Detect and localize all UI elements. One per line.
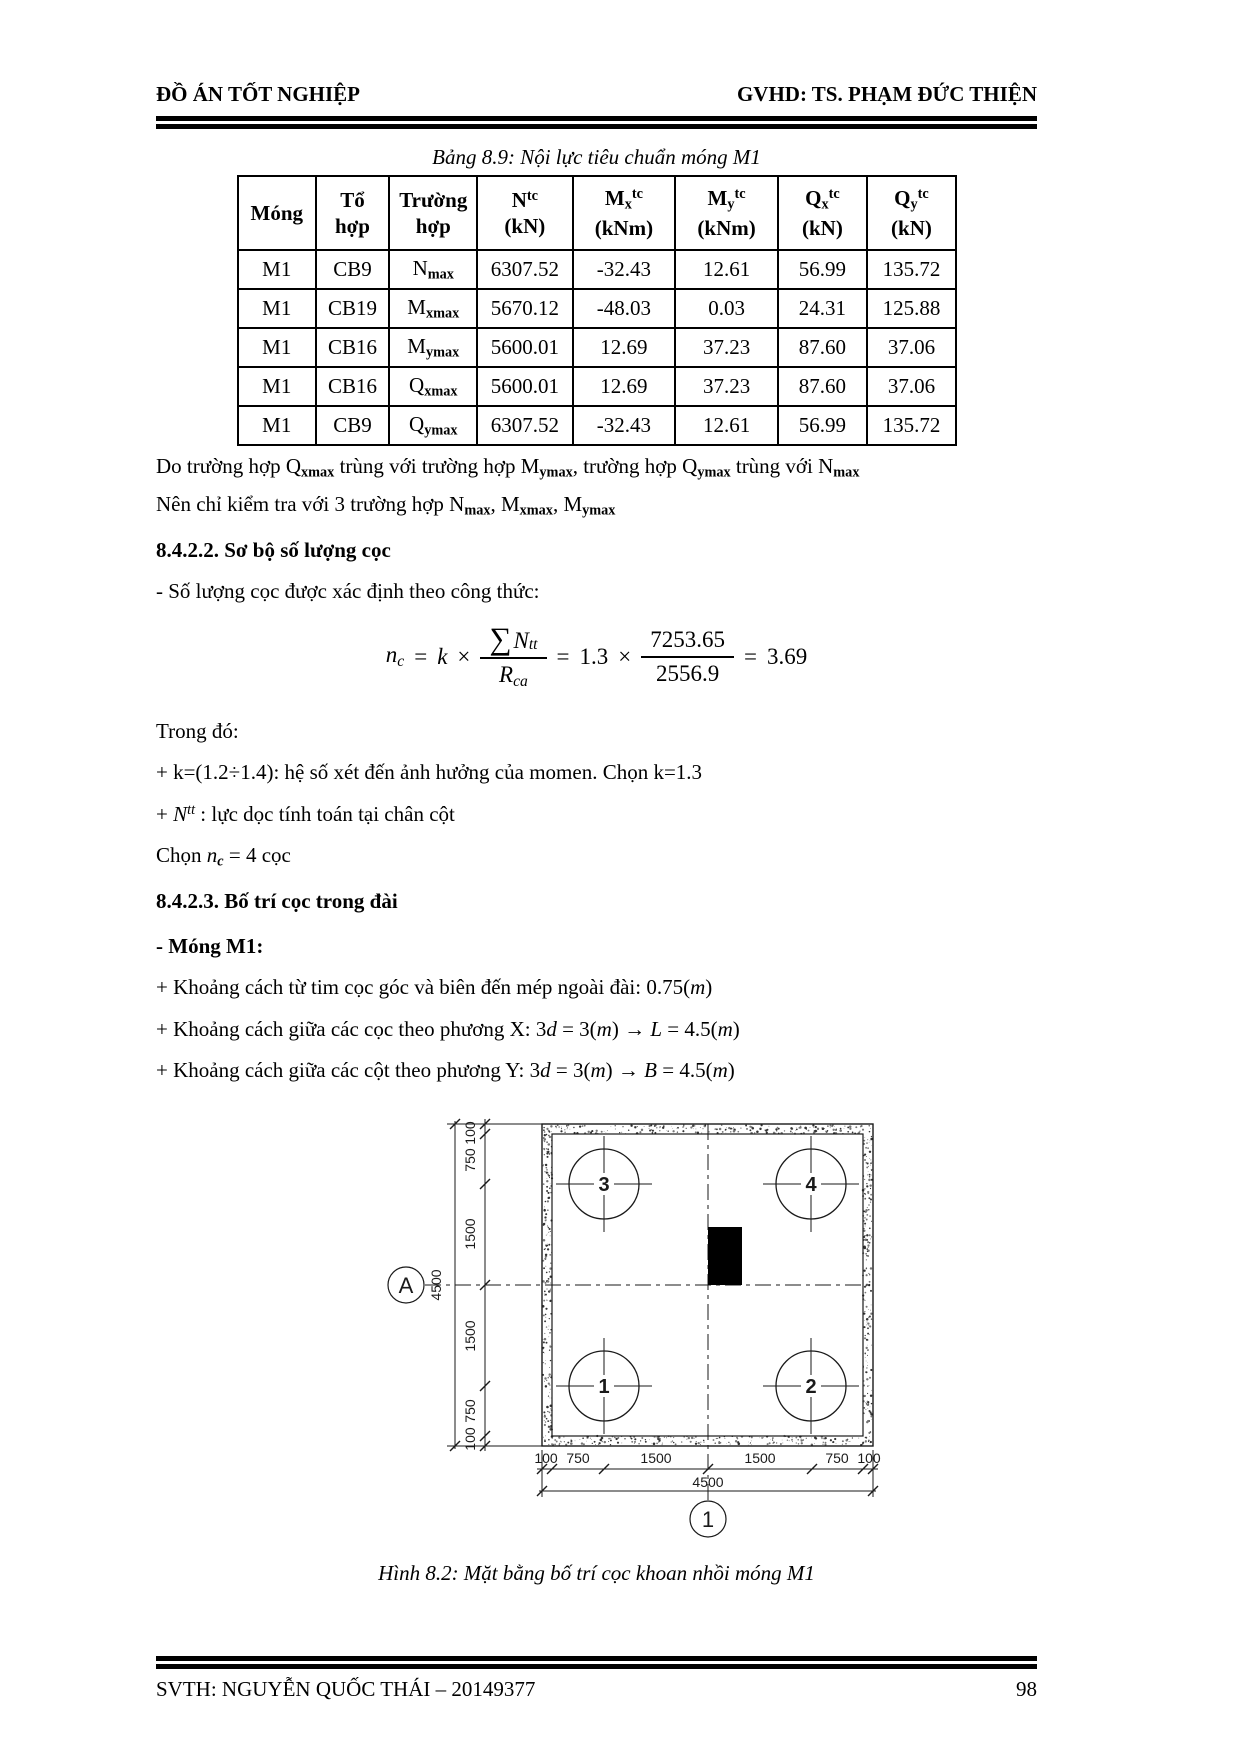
col-header-mxtc: $M_x^{tc}$ (kNm): [573, 176, 676, 250]
table-cell: 6307.52: [477, 406, 572, 445]
table-cell: 37.23: [675, 367, 778, 406]
dim-label: 750: [462, 1148, 478, 1172]
dim-total-left: 4500: [428, 1269, 444, 1301]
coefficient-value: 1.3: [579, 643, 609, 669]
pile-number-2: 2: [805, 1375, 817, 1398]
table-row: [238, 367, 956, 406]
dim-label: 100: [462, 1427, 478, 1451]
text-block-a: [156, 451, 1037, 522]
col-header-mytc: $M_y^{tc}$ (kNm): [675, 176, 778, 250]
dim-label: 1500: [462, 1320, 478, 1352]
table-cell: $M_{xmax}$: [389, 289, 477, 328]
table-cell: -32.43: [573, 250, 676, 289]
col-header-tohop: Tổ hợp: [316, 176, 390, 250]
table-cell: 5670.12: [477, 289, 572, 328]
page-number: 98: [1016, 1677, 1037, 1701]
table-cell: 24.31: [778, 289, 867, 328]
table-cell: 37.06: [867, 367, 956, 406]
numeric-fraction: $\frac{7253.65}{2556.9}$: [641, 626, 734, 688]
table-header-row: [238, 176, 956, 250]
figure-caption: Hình 8.2: Mặt bằng bố trí cọc khoan nhồi móng M1: [378, 1560, 815, 1585]
table-cell: 56.99: [778, 406, 867, 445]
row-axis-label: A: [398, 1272, 414, 1298]
dim-label: 100: [857, 1449, 881, 1466]
pile-number-4: 4: [805, 1173, 817, 1196]
text-block-b: [156, 716, 1037, 873]
table-cell: 0.03: [675, 289, 778, 328]
table-row: [238, 250, 956, 289]
table-cell: M1: [238, 328, 316, 367]
paragraph: + Khoảng cách từ tim cọc góc và biên đến mép ngoài đài: 0.75(m): [156, 975, 713, 1000]
paragraph: Do trường hợp $Q_{xmax}$ trùng với trường hợp $M_{ymax}$, trường hợp $Q_{ymax}$ trùng với $N_{max}$: [156, 454, 860, 481]
table-cell: 12.61: [675, 250, 778, 289]
paragraph: + Khoảng cách giữa các cột theo phương Y: 3d = 3(m) → B = 4.5(m): [156, 1058, 735, 1083]
formula-lhs: $n_c$: [385, 642, 405, 671]
times-sign: ×: [618, 643, 632, 669]
dim-label: 750: [566, 1449, 590, 1466]
footer-rule: [156, 1656, 1037, 1669]
equals-sign: =: [556, 643, 570, 669]
table-cell: 87.60: [778, 328, 867, 367]
equals-sign: =: [744, 643, 757, 669]
paragraph: Nên chỉ kiểm tra với 3 trường hợp $N_{max}$, $M_{xmax}$, $M_{ymax}$: [156, 491, 616, 519]
col-header-ntc: $N^{tc}$ (kN): [477, 176, 572, 250]
section-heading-8423: 8.4.2.3. Bố trí cọc trong đài: [156, 889, 398, 914]
table-cell: 125.88: [867, 289, 956, 328]
table-cell: 12.69: [573, 367, 676, 406]
table-cell: CB16: [316, 367, 390, 406]
table-cell: 12.69: [573, 328, 676, 367]
table-cell: $Q_{ymax}$: [389, 406, 477, 445]
table-cell: 37.06: [867, 328, 956, 367]
dim-label: 1500: [462, 1218, 478, 1250]
table-cell: 6307.52: [477, 250, 572, 289]
table-row: [238, 328, 956, 367]
table-row: [238, 289, 956, 328]
table-cell: CB9: [316, 250, 390, 289]
dim-label: 100: [462, 1121, 478, 1145]
col-header-qxtc: $Q_x^{tc}$ (kN): [778, 176, 867, 250]
table-cell: 56.99: [778, 250, 867, 289]
dim-label: 1500: [640, 1449, 672, 1466]
page-footer: [156, 1656, 1037, 1702]
coefficient-k: k: [437, 643, 448, 669]
table-cell: CB9: [316, 406, 390, 445]
column-section: [708, 1227, 742, 1285]
table-cell: $N_{max}$: [389, 250, 477, 289]
text-block-c: [156, 972, 1037, 1087]
paragraph: + Khoảng cách giữa các cọc theo phương X: 3d = 3(m) → L = 4.5(m): [156, 1016, 740, 1041]
table-cell: M1: [238, 367, 316, 406]
internal-forces-table: [237, 175, 957, 446]
table-cell: $Q_{xmax}$: [389, 367, 477, 406]
pile-number-3: 3: [598, 1173, 610, 1196]
formula-intro: - Số lượng cọc được xác định theo công thức:: [156, 579, 540, 604]
paragraph: Chọn $n_c = 4$ cọc: [156, 843, 291, 870]
dim-label: 750: [462, 1399, 478, 1423]
equals-sign: =: [414, 643, 428, 669]
paragraph: Trong đó:: [156, 718, 239, 743]
page-header: [156, 82, 1037, 129]
dim-total-bottom: 4500: [692, 1473, 724, 1490]
table-cell: 87.60: [778, 367, 867, 406]
dim-label: 1500: [744, 1449, 776, 1466]
formula-result: 3.69: [766, 643, 808, 669]
table-title: Bảng 8.9: Nội lực tiêu chuẩn móng M1: [432, 145, 761, 169]
table-cell: 5600.01: [477, 367, 572, 406]
header-left-title: ĐỒ ÁN TỐT NGHIỆP: [156, 82, 361, 106]
table-cell: 135.72: [867, 406, 956, 445]
column-axis-label: 1: [701, 1506, 715, 1532]
header-right-title: GVHD: TS. PHẠM ĐỨC THIỆN: [736, 82, 1037, 106]
table-cell: CB19: [316, 289, 390, 328]
table-cell: 5600.01: [477, 328, 572, 367]
section-heading-8422: 8.4.2.2. Sơ bộ số lượng cọc: [156, 537, 391, 562]
table-cell: M1: [238, 406, 316, 445]
dim-label: 100: [534, 1449, 558, 1466]
figure-pile-layout: [385, 1099, 1037, 1555]
pile-layout-drawing: [385, 1099, 925, 1549]
sigma-symbol: ∑: [489, 620, 512, 656]
paragraph: + $N^{tt}$ : lực dọc tính toán tại chân cột: [156, 801, 455, 826]
col-header-qytc: $Q_y^{tc}$ (kN): [867, 176, 956, 250]
dim-label: 750: [825, 1449, 849, 1466]
symbolic-fraction: ∑ N tt $R_{ca}$: [480, 622, 546, 692]
table-cell: -48.03: [573, 289, 676, 328]
times-sign: ×: [457, 643, 471, 669]
table-row: [238, 406, 956, 445]
table-cell: $M_{ymax}$: [389, 328, 477, 367]
col-header-mong: Móng: [238, 176, 316, 250]
subheading-mong-m1: - Móng M1:: [156, 933, 264, 958]
pile-count-formula: [156, 622, 1037, 692]
table-body: [238, 250, 956, 445]
table-cell: -32.43: [573, 406, 676, 445]
table-cell: 12.61: [675, 406, 778, 445]
pile-number-1: 1: [598, 1375, 610, 1398]
paragraph: + k=(1.2÷1.4): hệ số xét đến ảnh hưởng của momen. Chọn k=1.3: [156, 760, 703, 785]
table-cell: M1: [238, 289, 316, 328]
col-header-truonghop: Trường hợp: [389, 176, 477, 250]
table-cell: 135.72: [867, 250, 956, 289]
table-cell: M1: [238, 250, 316, 289]
header-rule: [156, 116, 1037, 129]
table-cell: 37.23: [675, 328, 778, 367]
footer-author: SVTH: NGUYỄN QUỐC THÁI – 20149377: [156, 1677, 536, 1701]
table-cell: CB16: [316, 328, 390, 367]
